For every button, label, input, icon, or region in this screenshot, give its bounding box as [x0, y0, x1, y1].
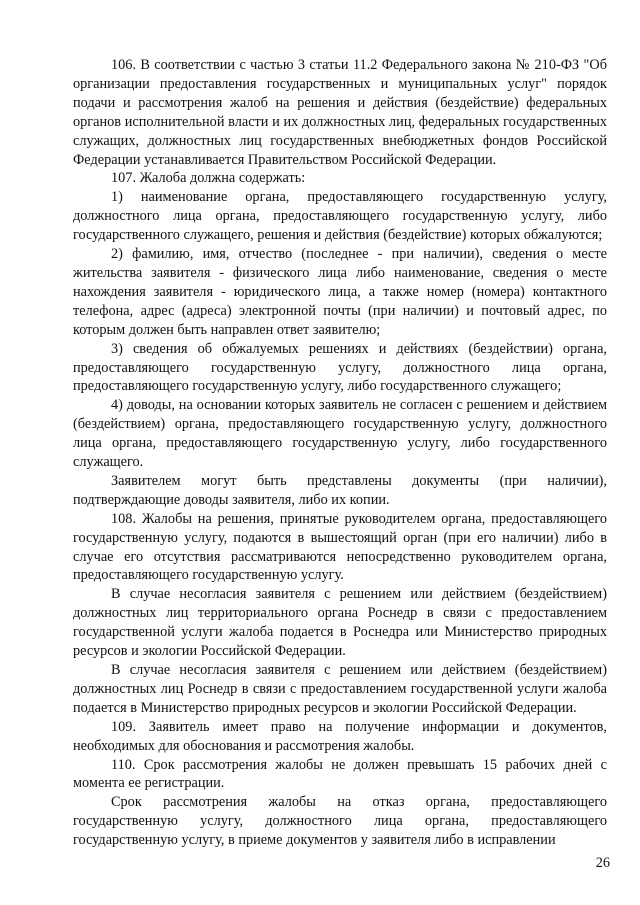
paragraph-107-item-4: 4) доводы, на основании которых заявитель не согласен с решением и действием (бездействием) органа, предоставляющего государственную услугу, должностного лица органа, предоставляющего государственную услугу, либо государственного служащего. — [73, 397, 607, 471]
paragraph-review-term: Срок рассмотрения жалобы на отказ органа, предоставляющего государственную услугу, должностного лица органа, предоставляющего государственную услугу, в приеме документов у заявителя либо в исправлении — [73, 794, 607, 849]
paragraph-108: 108. Жалобы на решения, принятые руководителем органа, предоставляющего государственную услугу, подаются в вышестоящий орган (при его наличии) либо в случае его отсутствия рассматриваются непосредственно руководителем органа, предоставляющего государственную услугу. — [73, 510, 607, 584]
paragraph-106: 106. В соответствии с частью 3 статьи 11.2 Федерального закона № 210-ФЗ "Об организации предоставления государственных и муниципальных услуг" порядок подачи и рассмотрения жалоб на решения и действия (бездействие) федеральных органов исполнительной власти и их должностных лиц, федеральных государственных служащих, должностных лиц государственных внебюджетных фондов Российской Федерации устанавливается Правительством Российской Федерации. — [73, 57, 607, 168]
paragraph-107: 107. Жалоба должна содержать: — [111, 170, 306, 187]
paragraph-territorial-body: В случае несогласия заявителя с решением или действием (бездействием) должностных лиц территориального органа Роснедр в связи с предоставлением государственной услуги жалоба подается в Роснедра или Министерство природных ресурсов и экологии Российской Федерации. — [73, 586, 607, 660]
paragraph-107-item-3: 3) сведения об обжалуемых решениях и действиях (бездействии) органа, предоставляющего государственную услугу, должностного лица органа, предоставляющего государственную услугу, либо государственного служащего; — [73, 340, 607, 395]
paragraph-109: 109. Заявитель имеет право на получение информации и документов, необходимых для обоснования и рассмотрения жалобы. — [73, 718, 607, 754]
page-number: 26 — [595, 855, 610, 871]
paragraph-107-item-1: 1) наименование органа, предоставляющего государственную услугу, должностного лица органа, предоставляющего государственную услугу, либо государственного служащего, решения и действия (бездействие) которых обжалуются; — [73, 189, 607, 244]
paragraph-110: 110. Срок рассмотрения жалобы не должен превышать 15 рабочих дней с момента ее регистрации. — [73, 756, 607, 792]
paragraph-107-item-2: 2) фамилию, имя, отчество (последнее - при наличии), сведения о месте жительства заявителя - физического лица либо наименование, сведения о месте нахождения заявителя - юридического лица, а также номер (номера) контактного телефона, адрес (адреса) электронной почты (при наличии) и почтовый адрес, по которым должен быть направлен ответ заявителю; — [73, 246, 607, 338]
paragraph-documents-note: Заявителем могут быть представлены документы (при наличии), подтверждающие доводы заявителя, либо их копии. — [73, 472, 607, 508]
paragraph-rosnedra: В случае несогласия заявителя с решением или действием (бездействием) должностных лиц Роснедр в связи с предоставлением государственной услуги жалоба подается в Министерство природных ресурсов и экологии Российской Федерации. — [73, 662, 607, 716]
document-body — [73, 56, 607, 850]
